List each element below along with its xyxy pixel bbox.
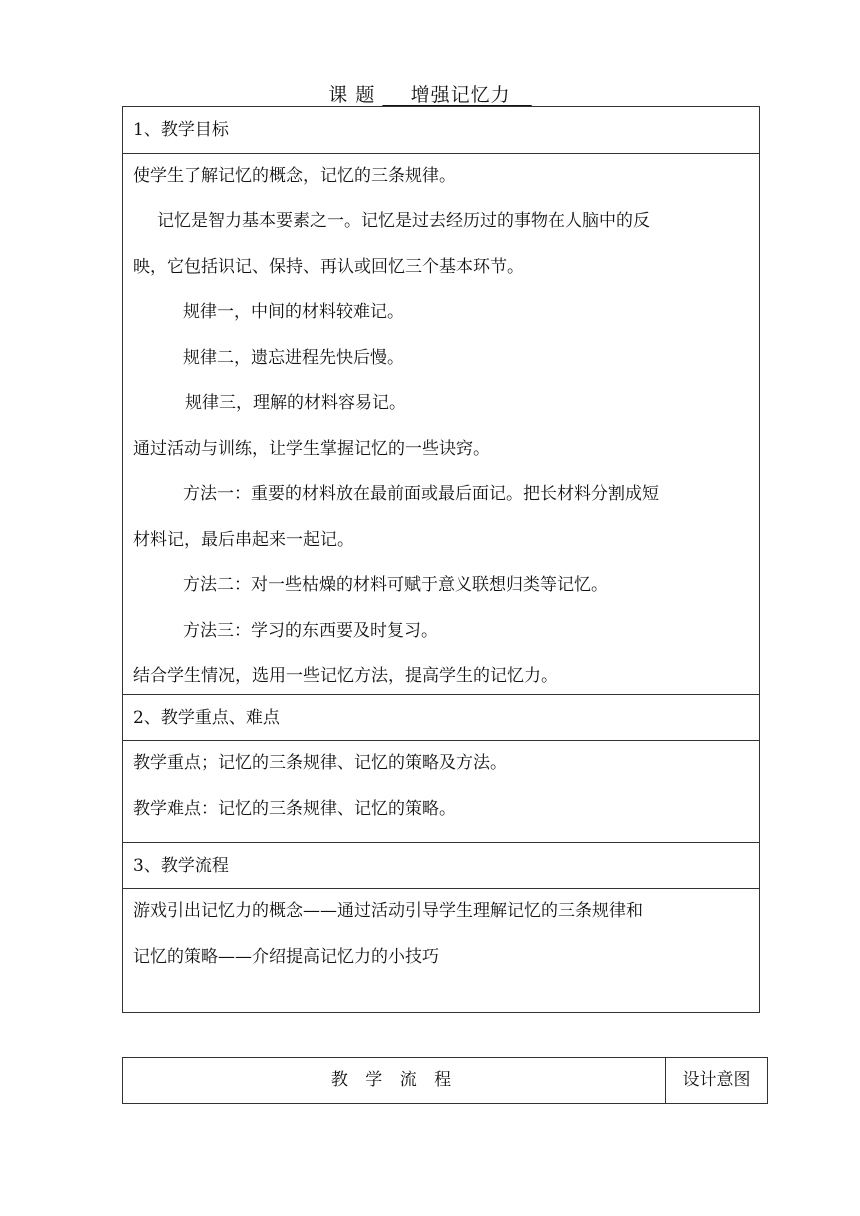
section3-line: 游戏引出记忆力的概念——通过活动引导学生理解记忆的三条规律和: [133, 901, 643, 921]
section3-heading: 3、教学流程: [133, 856, 229, 876]
section1-line: 使学生了解记忆的概念，记忆的三条规律。: [133, 166, 456, 186]
section2-heading-row: [123, 694, 759, 740]
section3-heading-row: [123, 842, 759, 888]
section2-line: 教学难点：记忆的三条规律、记忆的策略。: [133, 799, 456, 819]
section1-line: 结合学生情况，选用一些记忆方法，提高学生的记忆力。: [133, 666, 558, 686]
page-title: [0, 82, 860, 108]
section1-line: 规律三，理解的材料容易记。: [185, 393, 406, 413]
section1-line: 规律二，遗忘进程先快后慢。: [183, 348, 404, 368]
section1-line: 记忆是智力基本要素之一。记忆是过去经历过的事物在人脑中的反: [157, 211, 650, 231]
section1-line: 材料记，最后串起来一起记。: [133, 530, 354, 550]
section3-line: 记忆的策略——介绍提高记忆力的小技巧: [133, 947, 439, 967]
title-topic: 增强记忆力: [410, 84, 511, 106]
section1-line: 映，它包括识记、保持、再认或回忆三个基本环节。: [133, 257, 524, 277]
section1-line: 规律一，中间的材料较难记。: [183, 302, 404, 322]
section1-body: [123, 153, 759, 694]
section1-line: 方法二：对一些枯燥的材料可赋于意义联想归类等记忆。: [183, 575, 608, 595]
lesson-plan-table: [122, 106, 760, 1013]
section2-body: [123, 740, 759, 842]
section1-heading-row: [123, 107, 759, 153]
section2-line: 教学重点；记忆的三条规律、记忆的策略及方法。: [133, 753, 507, 773]
section1-line: 方法三：学习的东西要及时复习。: [183, 621, 438, 641]
title-label: 课 题: [328, 84, 376, 106]
section1-heading: 1、教学目标: [133, 120, 229, 140]
section1-line: 方法一：重要的材料放在最前面或最后面记。把长材料分割成短: [183, 484, 659, 504]
section2-heading: 2、教学重点、难点: [133, 708, 280, 728]
section1-line: 通过活动与训练，让学生掌握记忆的一些诀窍。: [133, 439, 490, 459]
teaching-process-header: 教 学 流 程: [123, 1058, 666, 1103]
design-intent-header: 设计意图: [682, 1070, 751, 1090]
teaching-process-table: [122, 1057, 768, 1104]
section3-body: [123, 888, 759, 1013]
